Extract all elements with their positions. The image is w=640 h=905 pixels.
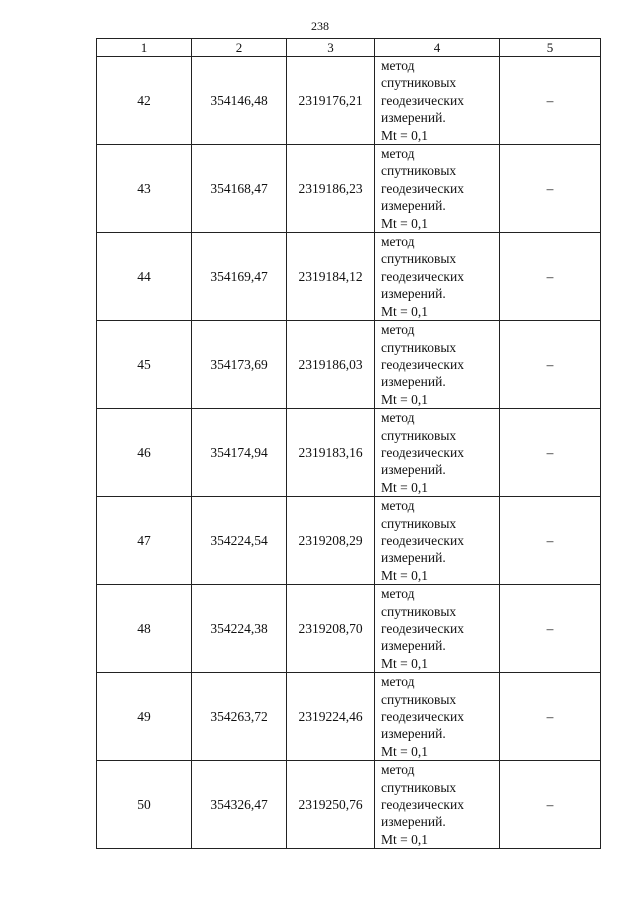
- column-header-2: 2: [192, 39, 287, 57]
- method-line: геодезических: [381, 797, 464, 813]
- method-line: геодезических: [381, 444, 464, 460]
- method-line: метод: [381, 410, 415, 426]
- note-cell: –: [500, 233, 601, 321]
- method-line: Mt = 0,1: [381, 743, 428, 759]
- column-header-3: 3: [287, 39, 375, 57]
- table-row: [97, 585, 601, 673]
- method-cell: [375, 585, 500, 673]
- method-line: метод: [381, 146, 415, 162]
- method-cell: [375, 497, 500, 585]
- x-coordinate-cell: 354326,47: [192, 761, 287, 849]
- method-line: измерений.: [381, 110, 446, 126]
- method-line: спутниковых: [381, 427, 457, 443]
- method-line: Mt = 0,1: [381, 303, 428, 319]
- point-number-cell: 42: [97, 57, 192, 145]
- column-header-1: 1: [97, 39, 192, 57]
- method-cell: [375, 761, 500, 849]
- method-line: спутниковых: [381, 603, 457, 619]
- note-cell: –: [500, 145, 601, 233]
- method-line: спутниковых: [381, 251, 457, 267]
- method-line: измерений.: [381, 726, 446, 742]
- column-header-5: 5: [500, 39, 601, 57]
- table-row: [97, 233, 601, 321]
- note-cell: –: [500, 321, 601, 409]
- method-line: измерений.: [381, 550, 446, 566]
- method-line: измерений.: [381, 198, 446, 214]
- x-coordinate-cell: 354146,48: [192, 57, 287, 145]
- method-line: метод: [381, 674, 415, 690]
- x-coordinate-cell: 354263,72: [192, 673, 287, 761]
- method-line: метод: [381, 498, 415, 514]
- x-coordinate-cell: 354174,94: [192, 409, 287, 497]
- method-line: метод: [381, 234, 415, 250]
- table-header-row: [97, 39, 601, 57]
- table-body: [97, 57, 601, 849]
- note-cell: –: [500, 497, 601, 585]
- method-line: спутниковых: [381, 75, 457, 91]
- method-line: метод: [381, 586, 415, 602]
- x-coordinate-cell: 354173,69: [192, 321, 287, 409]
- method-line: измерений.: [381, 286, 446, 302]
- table-row: [97, 761, 601, 849]
- method-line: Mt = 0,1: [381, 391, 428, 407]
- method-line: измерений.: [381, 638, 446, 654]
- method-line: измерений.: [381, 462, 446, 478]
- method-line: спутниковых: [381, 515, 457, 531]
- method-line: Mt = 0,1: [381, 655, 428, 671]
- point-number-cell: 48: [97, 585, 192, 673]
- x-coordinate-cell: 354224,38: [192, 585, 287, 673]
- point-number-cell: 43: [97, 145, 192, 233]
- point-number-cell: 45: [97, 321, 192, 409]
- method-line: геодезических: [381, 709, 464, 725]
- table-row: [97, 321, 601, 409]
- method-line: спутниковых: [381, 339, 457, 355]
- point-number-cell: 50: [97, 761, 192, 849]
- method-line: измерений.: [381, 814, 446, 830]
- method-line: метод: [381, 58, 415, 73]
- point-number-cell: 46: [97, 409, 192, 497]
- method-line: Mt = 0,1: [381, 567, 428, 583]
- method-line: Mt = 0,1: [381, 127, 428, 143]
- note-cell: –: [500, 673, 601, 761]
- method-line: геодезических: [381, 621, 464, 636]
- y-coordinate-cell: 2319208,29: [287, 497, 375, 585]
- method-cell: [375, 321, 500, 409]
- method-line: метод: [381, 322, 415, 338]
- table-row: [97, 145, 601, 233]
- method-cell: [375, 57, 500, 145]
- table-row: [97, 673, 601, 761]
- table-row: [97, 409, 601, 497]
- method-line: спутниковых: [381, 691, 457, 707]
- method-line: Mt = 0,1: [381, 831, 428, 847]
- table-row: [97, 57, 601, 145]
- table-row: [97, 497, 601, 585]
- x-coordinate-cell: 354168,47: [192, 145, 287, 233]
- method-cell: [375, 145, 500, 233]
- method-cell: [375, 409, 500, 497]
- y-coordinate-cell: 2319186,23: [287, 145, 375, 233]
- y-coordinate-cell: 2319184,12: [287, 233, 375, 321]
- method-line: метод: [381, 762, 415, 778]
- coordinates-table: [96, 38, 601, 849]
- column-header-4: 4: [375, 39, 500, 57]
- point-number-cell: 47: [97, 497, 192, 585]
- note-cell: –: [500, 761, 601, 849]
- y-coordinate-cell: 2319208,70: [287, 585, 375, 673]
- point-number-cell: 44: [97, 233, 192, 321]
- note-cell: –: [500, 585, 601, 673]
- method-line: Mt = 0,1: [381, 479, 428, 495]
- method-cell: [375, 233, 500, 321]
- y-coordinate-cell: 2319176,21: [287, 57, 375, 145]
- point-number-cell: 49: [97, 673, 192, 761]
- method-line: спутниковых: [381, 163, 457, 179]
- method-line: Mt = 0,1: [381, 215, 428, 231]
- y-coordinate-cell: 2319183,16: [287, 409, 375, 497]
- x-coordinate-cell: 354169,47: [192, 233, 287, 321]
- method-line: геодезических: [381, 356, 464, 372]
- note-cell: –: [500, 409, 601, 497]
- x-coordinate-cell: 354224,54: [192, 497, 287, 585]
- method-line: геодезических: [381, 92, 464, 108]
- y-coordinate-cell: 2319250,76: [287, 761, 375, 849]
- y-coordinate-cell: 2319224,46: [287, 673, 375, 761]
- y-coordinate-cell: 2319186,03: [287, 321, 375, 409]
- page-number: 238: [311, 19, 329, 33]
- method-line: геодезических: [381, 180, 464, 196]
- method-line: спутниковых: [381, 779, 457, 795]
- method-line: измерений.: [381, 374, 446, 390]
- note-cell: –: [500, 57, 601, 145]
- method-cell: [375, 673, 500, 761]
- method-line: геодезических: [381, 532, 464, 548]
- method-line: геодезических: [381, 268, 464, 284]
